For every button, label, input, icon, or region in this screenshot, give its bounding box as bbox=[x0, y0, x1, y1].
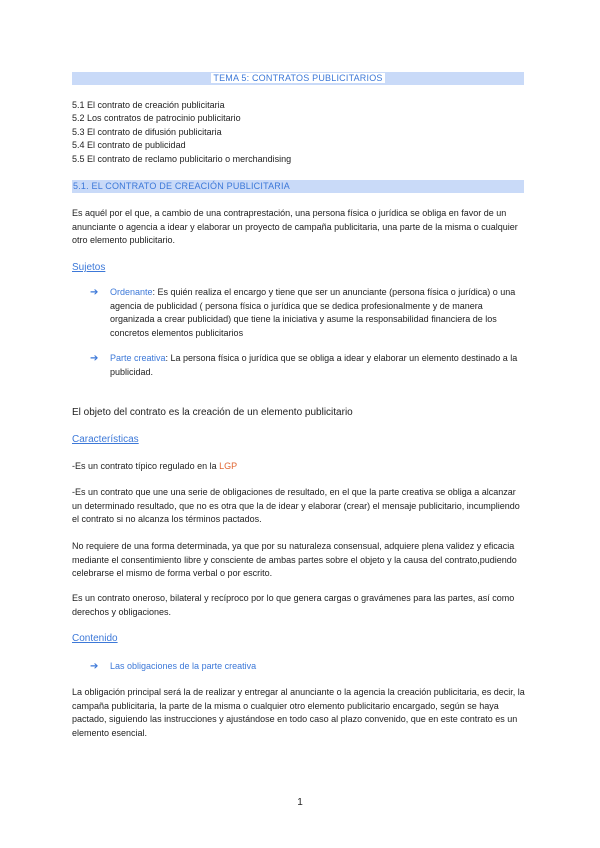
sujeto-term: Ordenante bbox=[110, 287, 153, 297]
title-bar bbox=[72, 72, 524, 85]
caracteristica-1-text: -Es un contrato típico regulado en la bbox=[72, 461, 220, 471]
table-of-contents bbox=[72, 99, 524, 166]
page-number: 1 bbox=[297, 797, 303, 808]
toc-item: 5.1 El contrato de creación publicitaria bbox=[72, 100, 225, 110]
section-title-bar bbox=[72, 180, 524, 193]
toc-item: 5.5 El contrato de reclamo publicitario o merchandising bbox=[72, 153, 292, 164]
contenido-bullet bbox=[90, 660, 528, 674]
sujeto-item-parte-creativa bbox=[90, 352, 528, 379]
sujeto-text: : La persona física o jurídica que se obliga a idear y elaborar un elemento destinado a la publicidad. bbox=[110, 353, 518, 377]
caracteristica-2: -Es un contrato que une una serie de obligaciones de resultado, en el que la parte creativa se obliga a alcanzar un determinado resultado, que no es otra que la de idear y elaborar (crear) el mensaje publicitario, incumpliendo el contrato si no alcanza los términos pactados. bbox=[72, 487, 520, 524]
contenido-heading: Contenido bbox=[72, 633, 118, 644]
intro-paragraph: Es aquél por el que, a cambio de una contraprestación, una persona física o jurídica se obliga en favor de un anunciante o agencia a idear y elaborar un proyecto de campaña publicitaria, una parte de la misma o cualquier otro elemento publicitario. bbox=[72, 208, 518, 245]
caracteristica-4: Es un contrato oneroso, bilateral y recíproco por lo que genera cargas o gravámenes para las partes, así como derechos y obligaciones. bbox=[72, 593, 515, 617]
toc-item: 5.4 El contrato de publicidad bbox=[72, 140, 186, 151]
caracteristica-3: No requiere de una forma determinada, ya que por su naturaleza consensual, adquiere plena validez y eficacia mediante el consentimiento libre y consciente de ambas partes sobre el objeto y la causa del contrato,pudiendo celebrarse el mismo de forma verbal o por escrito. bbox=[72, 541, 517, 578]
sujeto-text: : Es quién realiza el encargo y tiene que ser un anunciante (persona física o jurídica) o una agencia de publicidad ( persona física o jurídica que se dedica profesionalmente y de manera organizada a crear publicidad) que tiene la iniciativa y asume la responsabilidad financiera de los concretos elementos publicitarios bbox=[110, 287, 516, 338]
sujetos-heading: Sujetos bbox=[72, 262, 106, 273]
document-title-text: TEMA 5: CONTRATOS PUBLICITARIOS bbox=[213, 73, 383, 83]
contenido-bullet-text: Las obligaciones de la parte creativa bbox=[110, 661, 257, 671]
arrow-right-icon: ➔ bbox=[90, 661, 99, 672]
arrow-right-icon: ➔ bbox=[90, 287, 99, 298]
toc-item: 5.2 Los contratos de patrocinio publicitario bbox=[72, 113, 241, 124]
caracteristica-1 bbox=[72, 460, 528, 474]
lgp-link[interactable]: LGP bbox=[219, 461, 238, 471]
section-title: 5.1. EL CONTRATO DE CREACIÓN PUBLICITARIA bbox=[73, 181, 290, 191]
sujeto-term: Parte creativa bbox=[110, 353, 166, 363]
caracteristicas-heading: Características bbox=[72, 434, 139, 445]
arrow-right-icon: ➔ bbox=[90, 353, 99, 364]
objeto-paragraph: El objeto del contrato es la creación de un elemento publicitario bbox=[72, 407, 353, 418]
document-title bbox=[72, 72, 524, 85]
contenido-paragraph: La obligación principal será la de realizar y entregar al anunciante o la agencia la creación publicitaria, es decir, la campaña publicitaria, la parte de la misma o cualquier otro elemento publicitario encargado, según se haya pactado, siguiendo las instrucciones y ajustándose en todo caso al plazo convenido, que en este contrato es un elemento esencial. bbox=[72, 687, 525, 738]
toc-item: 5.3 El contrato de difusión publicitaria bbox=[72, 126, 222, 137]
sujeto-item-ordenante bbox=[90, 286, 528, 340]
